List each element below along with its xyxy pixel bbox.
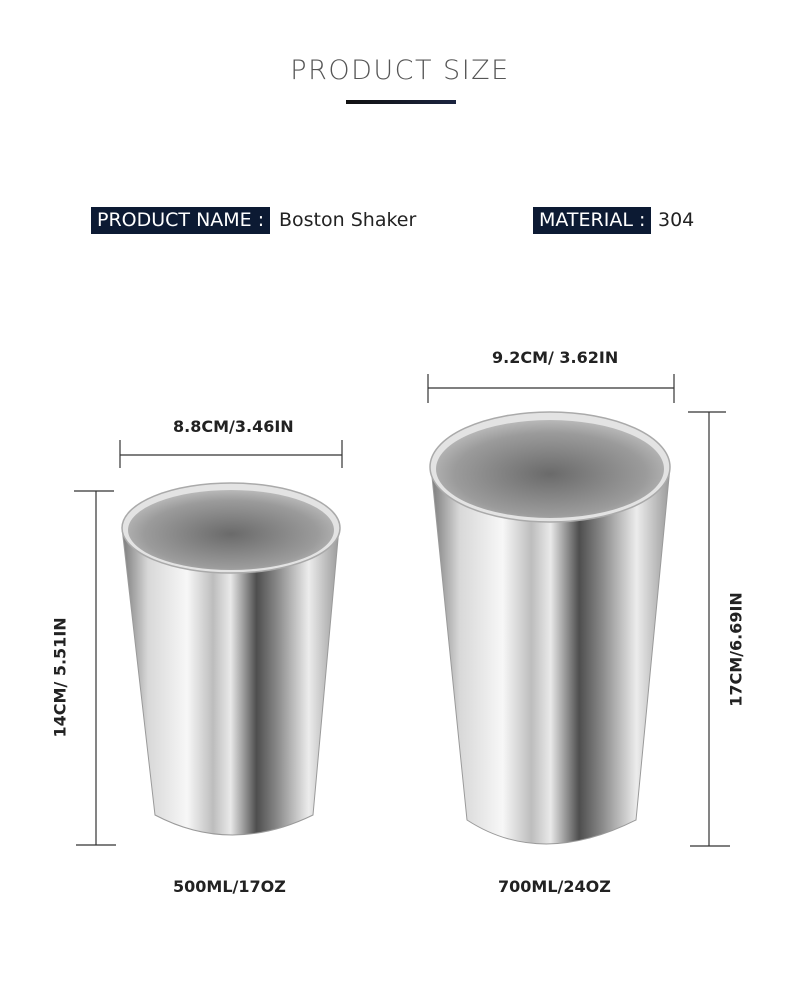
product-name-label: PRODUCT NAME : bbox=[91, 207, 270, 234]
large-capacity-label: 700ML/24OZ bbox=[498, 877, 611, 896]
large-width-label: 9.2CM/ 3.62IN bbox=[492, 348, 619, 367]
small-width-label: 8.8CM/3.46IN bbox=[173, 417, 294, 436]
material-value: 304 bbox=[658, 209, 695, 231]
large-height-dimension bbox=[688, 412, 730, 846]
small-shaker-cup bbox=[122, 483, 340, 835]
small-capacity-label: 500ML/17OZ bbox=[173, 877, 286, 896]
large-width-dimension bbox=[428, 374, 674, 403]
large-shaker-cup bbox=[430, 412, 670, 844]
small-height-dimension bbox=[74, 491, 116, 845]
large-height-label: 17CM/6.69IN bbox=[726, 592, 746, 707]
product-name-value: Boston Shaker bbox=[279, 209, 417, 231]
small-width-dimension bbox=[120, 440, 342, 468]
small-height-label: 14CM/ 5.51IN bbox=[50, 617, 70, 738]
page-title: PRODUCT SIZE bbox=[290, 55, 510, 86]
material-label: MATERIAL : bbox=[533, 207, 651, 234]
